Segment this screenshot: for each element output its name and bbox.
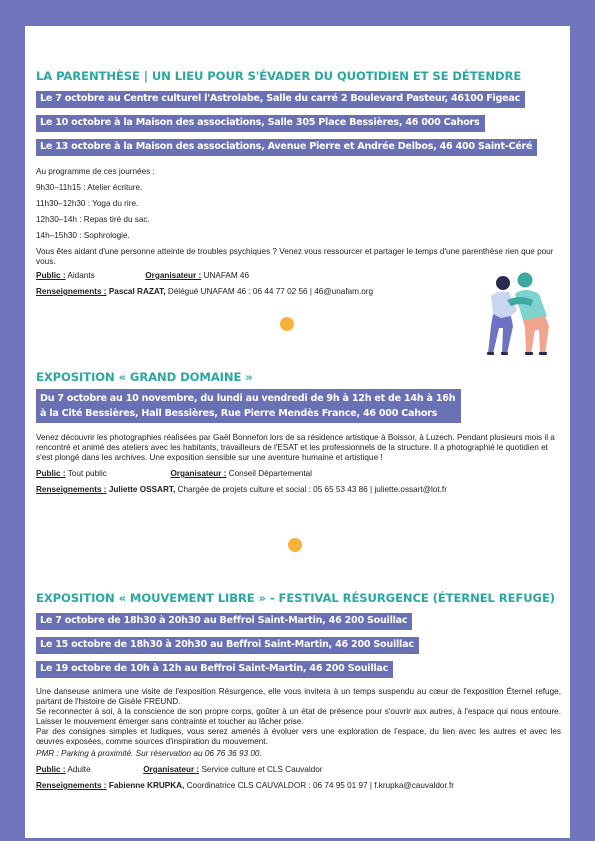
section-title: EXPOSITION « MOUVEMENT LIBRE » - FESTIVAL RÉSURGENCE (ÉTERNEL REFUGE) [36,591,555,605]
public-label: Public : [36,271,66,280]
date-list [36,610,561,682]
contact-line [36,781,561,791]
info-value: Coordinatrice CLS CAUVALDOR : 06 74 95 01 97 | f.krupka@cauvaldor.fr [186,781,455,790]
date-band: Le 15 octobre de 18h30 à 20h30 au Beffroi Saint-Martin, 46 200 Souillac [36,637,419,654]
section-la-parenthese [36,69,561,297]
separator-dot [280,317,294,331]
date-list [36,389,561,427]
public-value: Adulte [67,765,91,774]
separator-dot [288,538,302,552]
info-label: Renseignements : [36,485,107,494]
paragraph: Par des consignes simples et ludiques, vous serez amenés à évoluer vers une exploration de l'espace, du lien avec les autres et avec les œuvres exposées, comme sources d'inspiration du mouvement. [36,727,561,746]
date-list [36,88,561,160]
public-label: Public : [36,469,66,478]
program-item: 14h–15h30 : Sophrologie. [36,231,130,240]
organizer-value: UNAFAM 46 [203,271,250,280]
info-label: Renseignements : [36,287,107,296]
description [36,687,561,759]
section-mouvement-libre [36,591,561,791]
program-item: 9h30–11h15 : Atelier écriture. [36,183,143,192]
public-label: Public : [36,765,66,774]
date-band: Le 7 octobre au Centre culturel l'Astrolabe, Salle du carré 2 Boulevard Pasteur, 46100 Figeac [36,91,525,108]
organizer-value: Conseil Départemental [228,469,312,478]
program-item: 12h30–14h : Repas tiré du sac. [36,215,150,224]
section-title: EXPOSITION « GRAND DOMAINE » [36,370,253,384]
info-value: Chargée de projets culture et social : 05 65 53 43 86 | juliette.ossart@lot.fr [177,485,447,494]
date-band: Le 7 octobre de 18h30 à 20h30 au Beffroi Saint-Martin, 46 200 Souillac [36,613,412,630]
info-name: Pascal RAZAT, [108,287,166,296]
organizer-label: Organisateur : [170,469,227,478]
public-value: Tout public [67,469,107,478]
public-organizer-line [36,765,561,775]
description: Vous êtes aidant d'une personne atteinte de troubles psychiques ? Venez vous ressourcer et partager le temps d'une parenthèse rien que pour vous. [36,247,554,266]
program-item: 11h30–12h30 : Yoga du rire. [36,199,139,208]
pmr-note: PMR : Parking à proximité. Sur réservation au 06 76 36 93 00. [36,749,262,758]
program [36,167,561,241]
info-name: Juliette OSSART, [108,485,176,494]
contact-line [36,485,561,495]
section-grand-domaine [36,370,561,495]
hugging-people-illustration [477,266,567,358]
page-sheet [25,26,570,838]
date-band: Le 13 octobre à la Maison des associations, Avenue Pierre et Andrée Delbos, 46 400 Saint-Céré [36,139,537,156]
info-name: Fabienne KRUPKA, [108,781,185,790]
date-band: Le 10 octobre à la Maison des associations, Salle 305 Place Bessières, 46 000 Cahors [36,115,485,132]
date-line: Du 7 octobre au 10 novembre, du lundi au vendredi de 9h à 12h et de 14h à 16h [40,393,456,404]
date-band: Le 19 octobre de 10h à 12h au Beffroi Saint-Martin, 46 200 Souillac [36,661,393,678]
date-line: à la Cité Bessières, Hall Bessières, Rue Pierre Mendès France, 46 000 Cahors [40,408,438,419]
program-intro: Au programme de ces journées : [36,167,155,176]
public-value: Aidants [67,271,95,280]
paragraph: Se reconnecter à soi, à la conscience de son propre corps, goûter à un état de présence pour s'ouvrir aux autres, à l'espace qui nous entoure. Laisser le mouvement émerger sans contrainte et toucher au lâcher prise. [36,707,561,726]
info-label: Renseignements : [36,781,107,790]
section-title: LA PARENTHÈSE | UN LIEU POUR S'ÉVADER DU QUOTIDIEN ET SE DÉTENDRE [36,69,522,83]
organizer-label: Organisateur : [145,271,202,280]
info-value: Délégué UNAFAM 46 : 06 44 77 02 56 | 46@unafam.org [167,287,374,296]
organizer-value: Service culture et CLS Cauvaldor [201,765,323,774]
date-band [36,389,461,423]
organizer-label: Organisateur : [143,765,200,774]
public-organizer-line [36,469,561,479]
paragraph: Une danseuse animera une visite de l'exposition Résurgence, elle vous invitera à un temps suspendu au cœur de l'exposition Éternel refuge, partant de l'histoire de Gisèle FREUND. [36,687,561,706]
description: Venez découvrir les photographies réalisées par Gaël Bonnefon lors de sa résidence artistique à Boissor, à Luzech. Pendant plusieurs mois il a rencontré et animé des ateliers avec les habitants, travailleurs de l'ESAT et les professionnels de la structure. Il a photographié le quotidien et s'est plongé dans les archives. Une exposition sensible sur une aventure humaine et artistique ! [36,433,555,462]
